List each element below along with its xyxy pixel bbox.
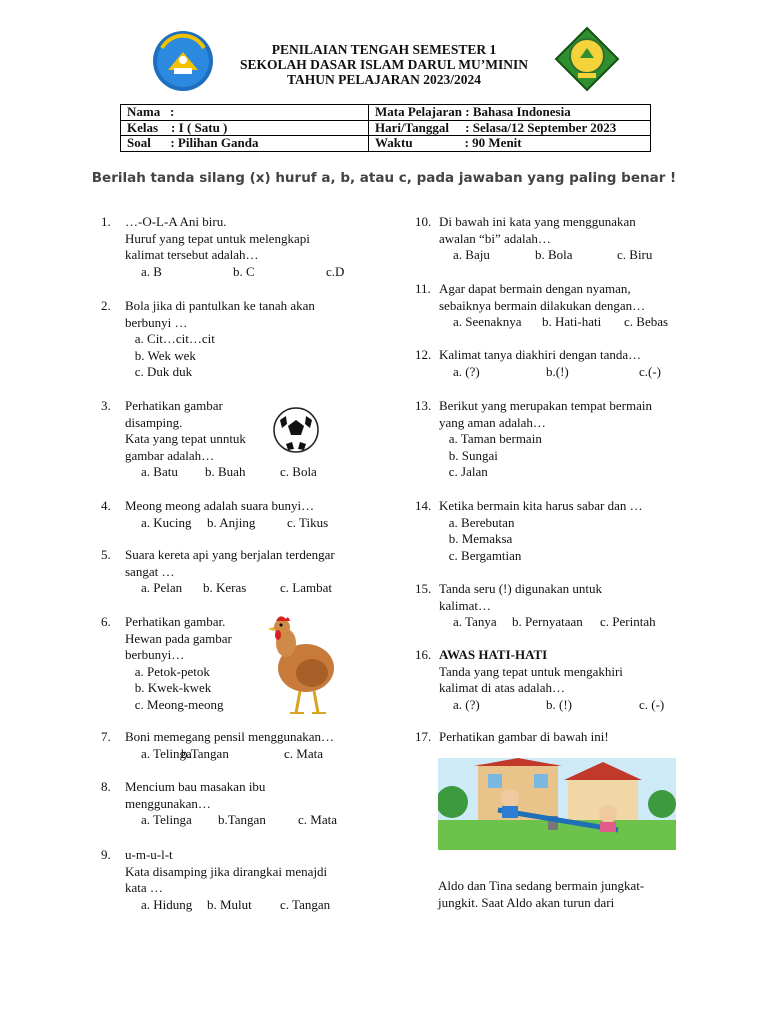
header-line-1: PENILAIAN TENGAH SEMESTER 1 bbox=[271, 42, 497, 57]
question-text-line: a. Petok-petok bbox=[125, 663, 210, 679]
answer-option: a. Tanya bbox=[453, 614, 497, 630]
question-text-line: u-m-u-l-t bbox=[125, 847, 173, 862]
question-number: 15. bbox=[415, 581, 432, 596]
q17-caption-line-2: jungkit. Saat Aldo akan turun dari bbox=[438, 894, 615, 910]
answer-options bbox=[125, 896, 331, 914]
answer-options bbox=[439, 696, 665, 714]
answer-options bbox=[439, 363, 662, 381]
answer-options bbox=[439, 247, 653, 264]
answer-option: b. Bola bbox=[535, 247, 573, 263]
answer-option: c.D bbox=[326, 263, 345, 279]
question-text-line: kalimat tersebut adalah… bbox=[125, 247, 259, 263]
info-table bbox=[120, 104, 651, 152]
question-number: 9. bbox=[101, 847, 111, 862]
answer-option: c. Tangan bbox=[280, 896, 331, 912]
answer-options bbox=[439, 614, 656, 631]
question-text-line: Perhatikan gambar di bawah ini! bbox=[439, 729, 609, 744]
answer-option: b.(!) bbox=[546, 363, 569, 379]
answer-option: b.Tangan bbox=[181, 745, 229, 761]
question-text-line: Bola jika di pantulkan ke tanah akan bbox=[125, 298, 315, 313]
question-number: 3. bbox=[101, 398, 111, 413]
kelas-cell: Kelas : I ( Satu ) bbox=[121, 120, 369, 136]
question-text-line: …-O-L-A Ani biru. bbox=[125, 214, 227, 229]
question-number: 14. bbox=[415, 498, 432, 513]
question-text-line: kalimat… bbox=[439, 597, 491, 613]
answer-option: b. Buah bbox=[205, 464, 246, 480]
header-line-2: SEKOLAH DASAR ISLAM DARUL MU’MININ bbox=[239, 57, 529, 72]
question-text-line: b. Sungai bbox=[439, 447, 498, 463]
question-text-line: berbunyi … bbox=[125, 314, 188, 330]
answer-options bbox=[125, 580, 335, 597]
answer-option: a. (?) bbox=[453, 363, 480, 379]
answer-option: a. Seenaknya bbox=[453, 314, 522, 330]
answer-options bbox=[125, 812, 337, 829]
question-text-line: Suara kereta api yang berjalan terdengar bbox=[125, 547, 335, 562]
answer-option: c. Tikus bbox=[287, 514, 329, 530]
question-text-line: kalimat di atas adalah… bbox=[439, 680, 565, 696]
question-text-line: Kalimat tanya diakhiri dengan tanda… bbox=[439, 347, 642, 362]
answer-option: a. Hidung bbox=[141, 896, 193, 912]
question-number: 6. bbox=[101, 614, 111, 629]
exam-header bbox=[0, 42, 768, 87]
hari-cell: Hari/Tanggal : Selasa/12 September 2023 bbox=[369, 120, 651, 136]
question-number: 11. bbox=[415, 281, 431, 296]
question-text-line: Meong meong adalah suara bunyi… bbox=[125, 498, 315, 513]
question-text-line: b. Kwek-kwek bbox=[125, 680, 212, 696]
question-text-line: kata … bbox=[125, 880, 163, 896]
waktu-cell: Waktu : 90 Menit bbox=[369, 136, 651, 152]
question-text-line: Perhatikan gambar bbox=[125, 398, 223, 413]
question-number: 13. bbox=[415, 398, 432, 413]
question-text-line: awalan “bi” adalah… bbox=[439, 230, 551, 246]
answer-option: a. Pelan bbox=[141, 580, 183, 596]
question-number: 1. bbox=[101, 214, 111, 229]
question-text-line: c. Meong-meong bbox=[125, 696, 224, 712]
answer-option: c. Bola bbox=[280, 464, 317, 480]
answer-option: c. Perintah bbox=[600, 614, 656, 630]
question-number: 2. bbox=[101, 298, 111, 313]
question-number: 8. bbox=[101, 779, 111, 794]
question-text-line: sebaiknya bermain dilakukan dengan… bbox=[439, 297, 646, 313]
question-text-line: a. Berebutan bbox=[439, 514, 515, 530]
question-number: 7. bbox=[101, 729, 111, 744]
answer-option: a. Telinga bbox=[141, 745, 192, 761]
playground-seesaw-image bbox=[438, 758, 676, 850]
question-text-line: Berikut yang merupakan tempat bermain bbox=[439, 398, 652, 413]
answer-option: a. Baju bbox=[453, 247, 490, 263]
question-text-line: Tanda yang tepat untuk mengakhiri bbox=[439, 663, 623, 679]
answer-option: b. (!) bbox=[546, 696, 572, 712]
instruction-text: Berilah tanda silang (x) huruf a, b, atau c, pada jawaban yang paling benar ! bbox=[91, 170, 677, 186]
question-number: 5. bbox=[101, 547, 111, 562]
question-text-line: a. Cit…cit…cit bbox=[125, 331, 215, 347]
question-text-line: gambar adalah… bbox=[125, 447, 215, 463]
question-number: 4. bbox=[101, 498, 111, 513]
question-text-line: Agar dapat bermain dengan nyaman, bbox=[439, 281, 631, 296]
answer-options bbox=[125, 464, 317, 481]
question-text-line: b. Memaksa bbox=[439, 531, 513, 547]
question-text-line: b. Wek wek bbox=[125, 347, 196, 363]
answer-option: b. Keras bbox=[203, 580, 247, 596]
question-text-line: Ketika bermain kita harus sabar dan … bbox=[439, 498, 643, 513]
question-text-line: Di bawah ini kata yang menggunakan bbox=[439, 214, 636, 229]
question-number: 17. bbox=[415, 729, 432, 744]
question-text-line: c. Duk duk bbox=[125, 364, 193, 380]
answer-option: a. (?) bbox=[453, 696, 480, 712]
question-text-line: Boni memegang pensil menggunakan… bbox=[125, 729, 335, 744]
answer-options bbox=[125, 263, 345, 281]
answer-option: b. Hati-hati bbox=[542, 314, 602, 330]
question-text-line: sangat … bbox=[125, 563, 175, 579]
answer-option: c. Bebas bbox=[624, 314, 669, 330]
question-number: 16. bbox=[415, 647, 432, 662]
question-text-line: disamping. bbox=[125, 414, 183, 430]
question-text-line: Huruf yang tepat untuk melengkapi bbox=[125, 230, 310, 246]
answer-option: c. Lambat bbox=[280, 580, 332, 596]
soccer-ball-image bbox=[272, 406, 320, 454]
chicken-image bbox=[266, 613, 338, 717]
answer-option: b.Tangan bbox=[218, 812, 266, 828]
q17-caption bbox=[438, 878, 644, 911]
answer-option: b. Anjing bbox=[207, 514, 256, 530]
question-text-line: Kata disamping jika dirangkai menajdi bbox=[125, 863, 328, 879]
question-text-line: Hewan pada gambar bbox=[125, 630, 232, 646]
question-text-line: berbunyi… bbox=[125, 647, 185, 663]
nama-cell: Nama : bbox=[121, 105, 369, 121]
answer-option: c.(-) bbox=[639, 363, 662, 379]
mapel-cell: Mata Pelajaran : Bahasa Indonesia bbox=[369, 105, 651, 121]
answer-options bbox=[125, 746, 334, 763]
question-text-line: a. Taman bermain bbox=[439, 431, 542, 447]
answer-option: a. B bbox=[141, 263, 162, 279]
question-text-line: AWAS HATI-HATI bbox=[439, 647, 548, 662]
header-line-3: TAHUN PELAJARAN 2023/2024 bbox=[286, 72, 481, 87]
answer-option: c. Mata bbox=[284, 745, 323, 761]
answer-option: c. Biru bbox=[617, 247, 653, 263]
question-text-line: Kata yang tepat unntuk bbox=[125, 431, 246, 447]
question-text-line: c. Bergamtian bbox=[439, 547, 522, 563]
answer-option: b. Mulut bbox=[207, 896, 252, 912]
answer-option: a. Batu bbox=[141, 464, 178, 480]
question-text-line: Tanda seru (!) digunakan untuk bbox=[439, 581, 602, 596]
q17-caption-line-1: Aldo dan Tina sedang bermain jungkat- bbox=[438, 878, 645, 893]
answer-option: a. Telinga bbox=[141, 812, 192, 828]
answer-options bbox=[439, 314, 669, 331]
question-text-line: Perhatikan gambar. bbox=[125, 614, 226, 629]
answer-option: a. Kucing bbox=[141, 514, 192, 530]
answer-option: c. Mata bbox=[298, 812, 337, 828]
question-text-line: menggunakan… bbox=[125, 795, 211, 811]
soal-cell: Soal : Pilihan Ganda bbox=[121, 136, 369, 152]
question-text-line: c. Jalan bbox=[439, 464, 488, 480]
question-text-line: Mencium bau masakan ibu bbox=[125, 779, 266, 794]
answer-option: c. (-) bbox=[639, 696, 665, 712]
question-text-line: yang aman adalah… bbox=[439, 414, 546, 430]
answer-option: b. Pernyataan bbox=[512, 614, 583, 630]
answer-option: b. C bbox=[233, 263, 255, 279]
answer-options bbox=[125, 514, 329, 532]
question-number: 10. bbox=[415, 214, 432, 229]
question-number: 12. bbox=[415, 347, 432, 362]
